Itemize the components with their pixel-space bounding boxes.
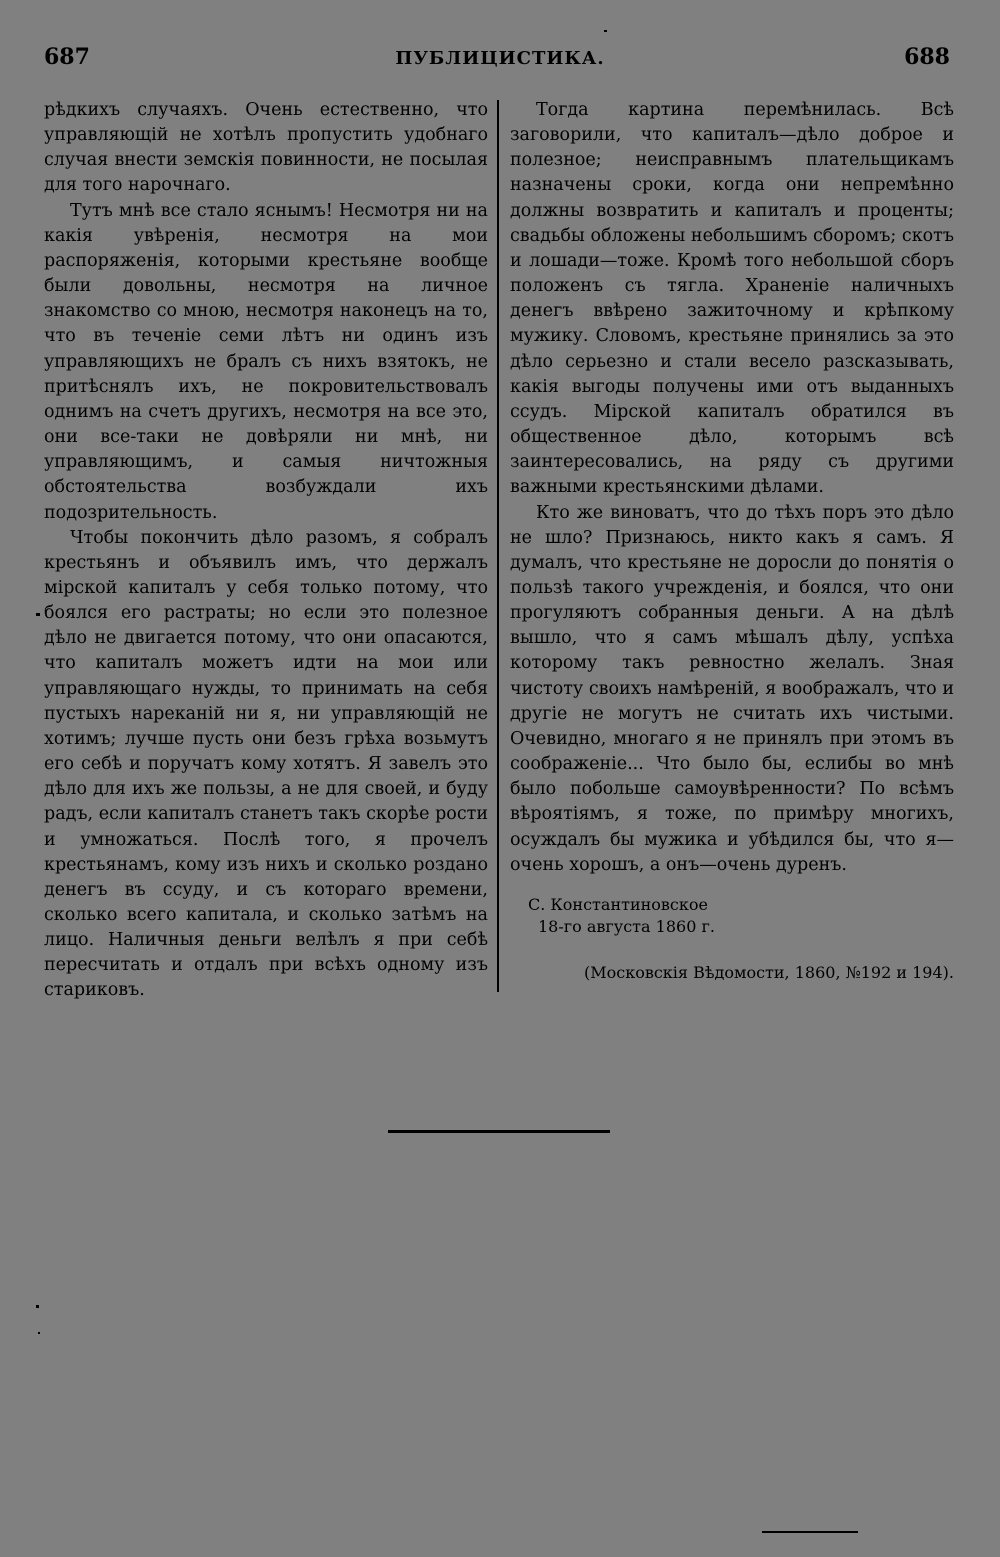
page-header [0,44,1000,74]
paragraph: рѣдкихъ случаяхъ. Очень естественно, что управляющій не хотѣлъ пропустить удобнаго случая внести земскія повинности, не посылая для того нарочнаго. [44,100,488,196]
paragraph: Чтобы покончить дѣло разомъ, я собралъ крестьянъ и объявилъ имъ, что держалъ мірской капиталъ у себя только потому, что боялся его растраты; но если это полезное дѣло не двигается потому, что они опасаются, что капиталъ можетъ идти на мои или управляющаго нужды, то принимать на себя пустыхъ нареканій ни я, ни управляющій не хотимъ; лучше пусть они безъ грѣха возьмутъ его себѣ и поручатъ кому хотятъ. Я завелъ это дѣло для ихъ же пользы, а не для своей, и буду радъ, если капиталъ станетъ такъ скорѣе рости и умножаться. Послѣ того, я прочелъ крестьянамъ, кому изъ нихъ и сколько роздано денегъ въ ссуду, и съ котораго времени, сколько всего капитала, и сколько затѣмъ на лицо. Наличныя деньги велѣлъ я при себѣ пересчитать и отдалъ при всѣхъ одному изъ стариковъ. [44,527,488,1001]
column-divider [497,100,499,992]
right-column [510,98,954,985]
scan-speck [38,1332,40,1334]
source-citation: (Московскія Вѣдомости, 1860, №192 и 194). [583,962,954,982]
scan-speck [36,613,40,616]
paragraph: Кто же виноватъ, что до тѣхъ поръ это дѣло не шло? Признаюсь, никто какъ я самъ. Я думалъ, что крестьяне не доросли до понятія о пользѣ такого учрежденія, и боялся, что они прогуляютъ собранныя деньги. А на дѣлѣ вышло, что я самъ мѣшалъ дѣлу, успѣха которому такъ ревностно желалъ. Зная чистоту своихъ намѣреній, я воображалъ, что и другіе не могутъ не считать ихъ чистыми. Очевидно, многаго я не принялъ при этомъ въ соображеніе... Что было бы, еслибы во мнѣ было побольше самоувѣренности? По всѣмъ вѣроятіямъ, я тоже, по примѣру многихъ, осуждалъ бы мужика и убѣдился бы, что я—очень хорошъ, а онъ—очень дуренъ. [510,502,954,875]
signature-block [510,894,954,938]
scan-speck [36,1305,39,1308]
signature-place: С. Константиновское [528,894,708,914]
end-rule [388,1130,610,1133]
running-title: ПУБЛИЦИСТИКА. [395,48,605,69]
page-number-left: 687 [44,44,90,70]
paragraph: Тутъ мнѣ все стало яснымъ! Несмотря ни на какія увѣренія, несмотря на мои распоряженія, которыми крестьяне вообще были довольны, несмотря на личное знакомство со мною, несмотря наконецъ на то, что въ теченіе семи лѣтъ ни одинъ изъ управляющихъ не бралъ съ нихъ взятокъ, не притѣснялъ ихъ, не покровительствовалъ однимъ на счетъ другихъ, несмотря на все это, они все-таки не довѣряли ни мнѣ, ни управляющимъ, и самыя ничтожныя обстоятельства возбуждали ихъ подозрительность. [44,200,488,523]
signature-date: 18-го августа 1860 г. [538,916,715,936]
scan-speck [604,30,607,32]
page-number-right: 688 [904,44,950,70]
left-column [44,98,488,1004]
scan-speck [762,1531,858,1533]
paragraph: Тогда картина перемѣнилась. Всѣ заговорили, что капиталъ—дѣло доброе и полезное; неисправнымъ плательщикамъ назначены сроки, когда они непремѣнно должны возвратить и капиталъ и проценты; свадьбы обложены небольшимъ сборомъ; скотъ и лошади—тоже. Кромѣ того небольшой сборъ положенъ съ тягла. Храненіе наличныхъ денегъ ввѣрено зажиточному и крѣпкому мужику. Словомъ, крестьяне принялись за это дѣло серьезно и стали весело разсказывать, какія выгоды получены ими отъ выданныхъ ссудъ. Мірской капиталъ обратился въ общественное дѣло, которымъ всѣ заинтересовались, на ряду съ другими важными крестьянскими дѣлами. [510,100,954,498]
